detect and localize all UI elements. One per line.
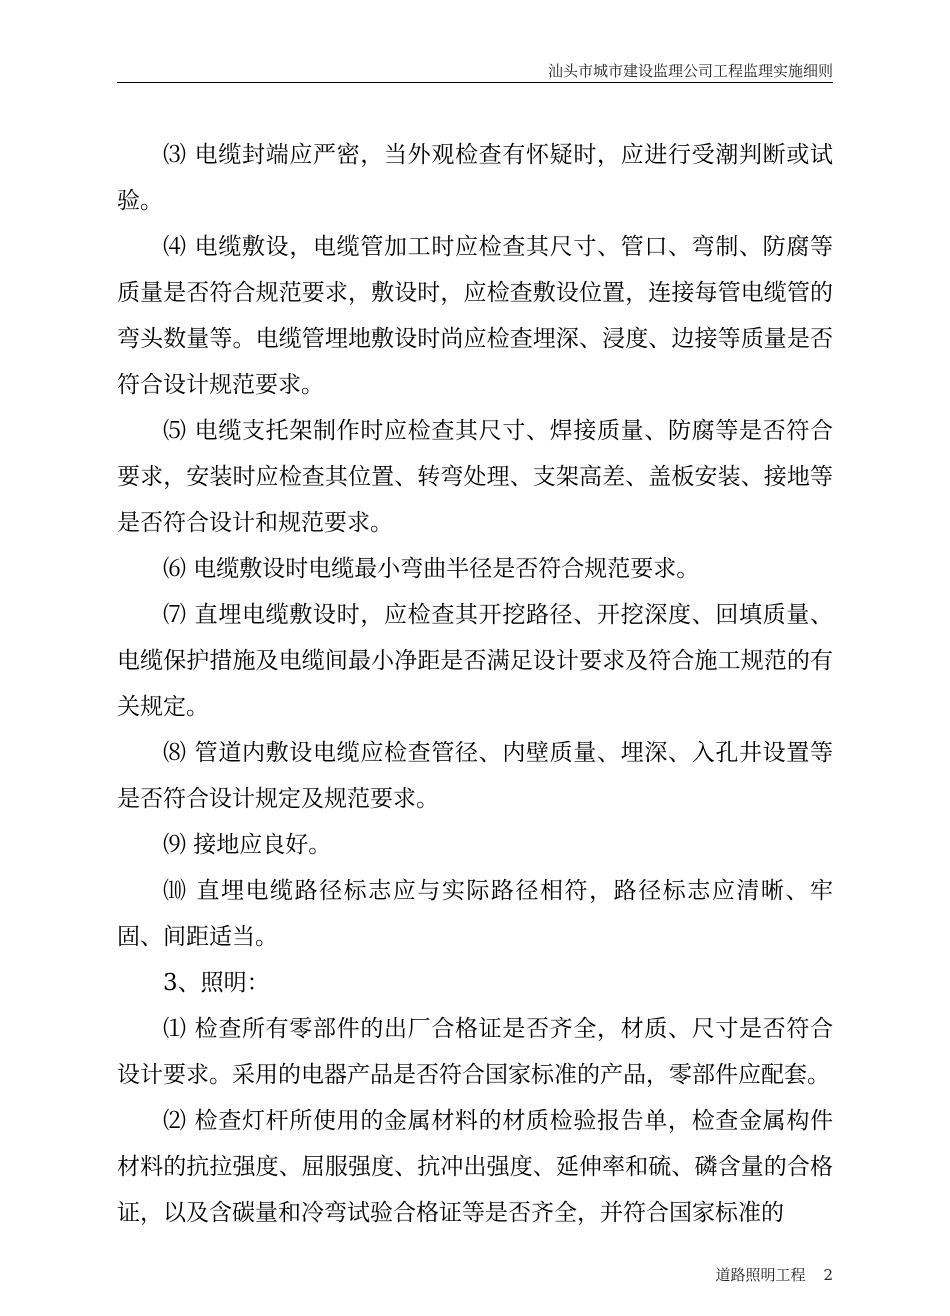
document-body	[117, 132, 833, 1236]
paragraph-route-markers: ⑽ 直埋电缆路径标志应与实际路径相符，路径标志应清晰、牢固、间距适当。	[117, 878, 833, 950]
paragraph-duct-laying: ⑻ 管道内敷设电缆应检查管径、内壁质量、埋深、入孔井设置等是否符合设计规定及规范要求。	[117, 740, 833, 812]
footer-section-title: 道路照明工程	[715, 1266, 806, 1284]
paragraph-grounding: ⑼ 接地应良好。	[163, 832, 332, 858]
paragraph-bend-radius: ⑹ 电缆敷设时电缆最小弯曲半径是否符合规范要求。	[163, 556, 700, 582]
paragraph-cable-conduit: ⑷ 电缆敷设，电缆管加工时应检查其尺寸、管口、弯制、防腐等质量是否符合规范要求，敷设时，应检查敷设位置，连接每管电缆管的弯头数量等。电缆管埋地敷设时尚应检查埋深、浸度、边接等质量是否符合设计规范要求。	[117, 234, 833, 398]
paragraph-direct-burial: ⑺ 直埋电缆敷设时，应检查其开挖路径、开挖深度、回填质量、电缆保护措施及电缆间最小净距是否满足设计要求及符合施工规范的有关规定。	[117, 602, 833, 720]
page-footer	[560, 1266, 833, 1284]
page-header: 汕头市城市建设监理公司工程监理实施细则	[547, 62, 833, 80]
paragraph-pole-materials: ⑵ 检查灯杆所使用的金属材料的材质检验报告单，检查金属构件材料的抗拉强度、屈服强度、抗冲出强度、延伸率和硫、磷含量的合格证，以及含碳量和冷弯试验合格证等是否齐全，并符合国家标准的	[117, 1108, 833, 1226]
paragraph-parts-certificates: ⑴ 检查所有零部件的出厂合格证是否齐全，材质、尺寸是否符合设计要求。采用的电器产品是否符合国家标准的产品，零部件应配套。	[117, 1016, 833, 1088]
section-heading-lighting: 3、照明：	[163, 970, 270, 996]
paragraph-cable-sealing: ⑶ 电缆封端应严密，当外观检查有怀疑时，应进行受潮判断或试验。	[117, 142, 833, 214]
paragraph-cable-bracket: ⑸ 电缆支托架制作时应检查其尺寸、焊接质量、防腐等是否符合要求，安装时应检查其位置、转弯处理、支架高差、盖板安装、接地等是否符合设计和规范要求。	[117, 418, 833, 536]
header-divider	[117, 82, 833, 83]
page-number: 2	[823, 1266, 833, 1284]
